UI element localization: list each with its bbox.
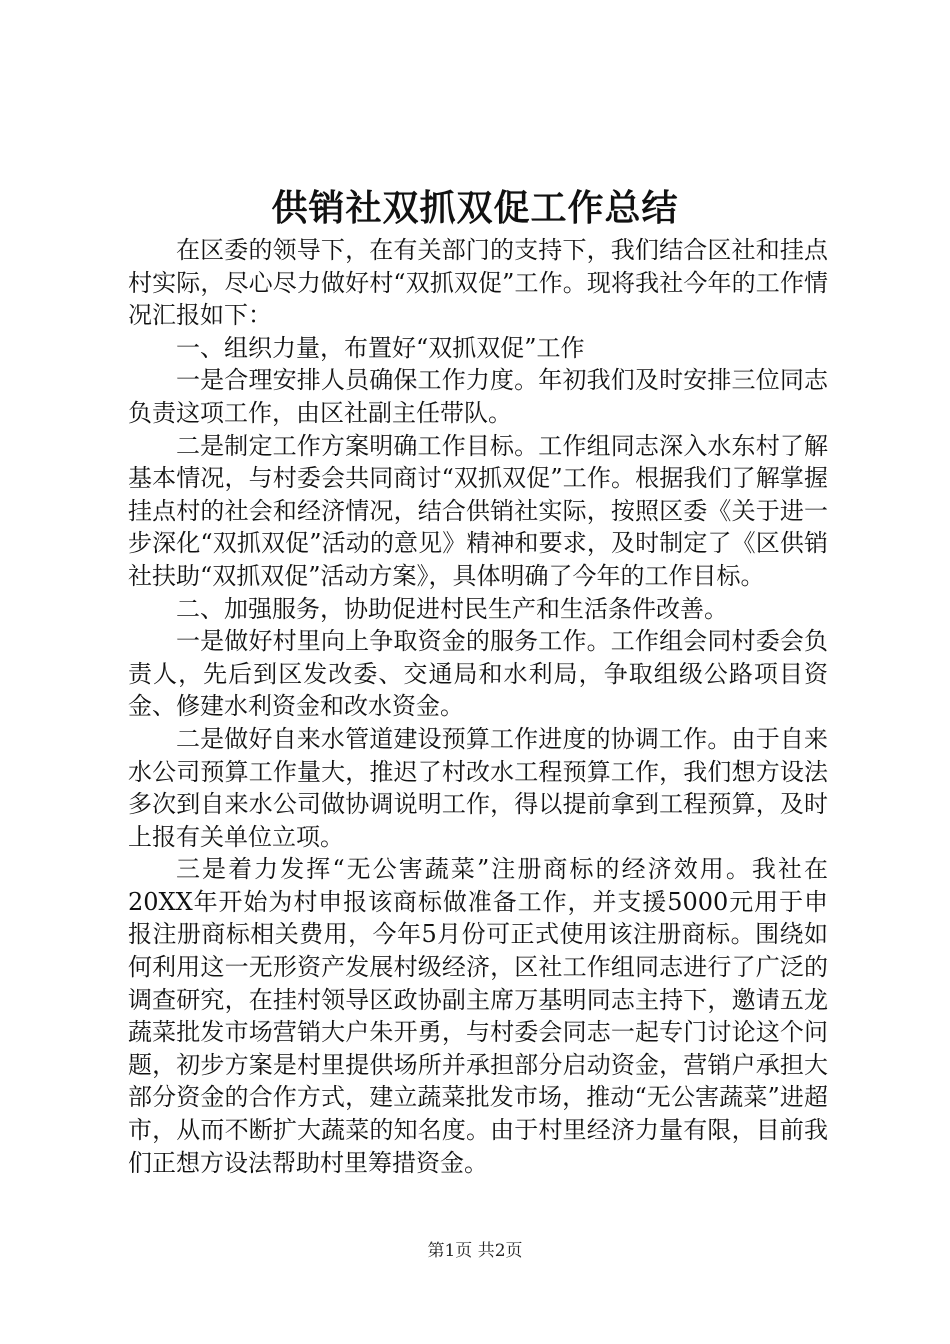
section-heading-2: 二、加强服务，协助促进村民生产和生活条件改善。 — [176, 594, 728, 623]
paragraph-2-3: 三是着力发挥“无公害蔬菜”注册商标的经济效用。我社在20XX年开始为村申报该商标做准备工作，并支援5000元用于申报注册商标相关费用，今年5月份可正式使用该注册商标。围绕如何利用这一无形资产发展村级经济，区社工作组同志进行了广泛的调查研究，在挂村领导区政协副主席万基明同志主持下，邀请五龙蔬菜批发市场营销大户朱开勇，与村委会同志一起专门讨论这个问题，初步方案是村里提供场所并承担部分启动资金，营销户承担大部分资金的合作方式，建立蔬菜批发市场，推动“无公害蔬菜”进超市，从而不断扩大蔬菜的知名度。由于村里经济力量有限，目前我们正想方设法帮助村里筹措资金。 — [128, 855, 828, 1177]
paragraph-1-2: 二是制定工作方案明确工作目标。工作组同志深入水东村了解基本情况，与村委会共同商讨“双抓双促”工作。根据我们了解掌握挂点村的社会和经济情况，结合供销社实际，按照区委《关于进一步深化“双抓双促”活动的意见》精神和要求，及时制定了《区供销社扶助“双抓双促”活动方案》，具体明确了今年的工作目标。 — [128, 431, 828, 590]
paragraph-2-1: 一是做好村里向上争取资金的服务工作。工作组会同村委会负责人，先后到区发改委、交通局和水利局，争取组级公路项目资金、修建水利资金和改水资金。 — [128, 627, 828, 721]
page-footer: 第1页 共2页 — [427, 1241, 523, 1261]
paragraph-intro: 在区委的领导下，在有关部门的支持下，我们结合区社和挂点村实际，尽心尽力做好村“双抓双促”工作。现将我社今年的工作情况汇报如下： — [128, 236, 828, 330]
document-title: 供销社双抓双促工作总结 — [271, 187, 679, 229]
paragraph-1-1: 一是合理安排人员确保工作力度。年初我们及时安排三位同志负责这项工作，由区社副主任带队。 — [128, 366, 828, 427]
paragraph-2-2: 二是做好自来水管道建设预算工作进度的协调工作。由于自来水公司预算工作量大，推迟了村改水工程预算工作，我们想方设法多次到自来水公司做协调说明工作，得以提前拿到工程预算，及时上报有关单位立项。 — [128, 724, 828, 851]
document-body — [128, 234, 828, 1179]
section-heading-1: 一、组织力量，布置好“双抓双促”工作 — [176, 333, 585, 362]
